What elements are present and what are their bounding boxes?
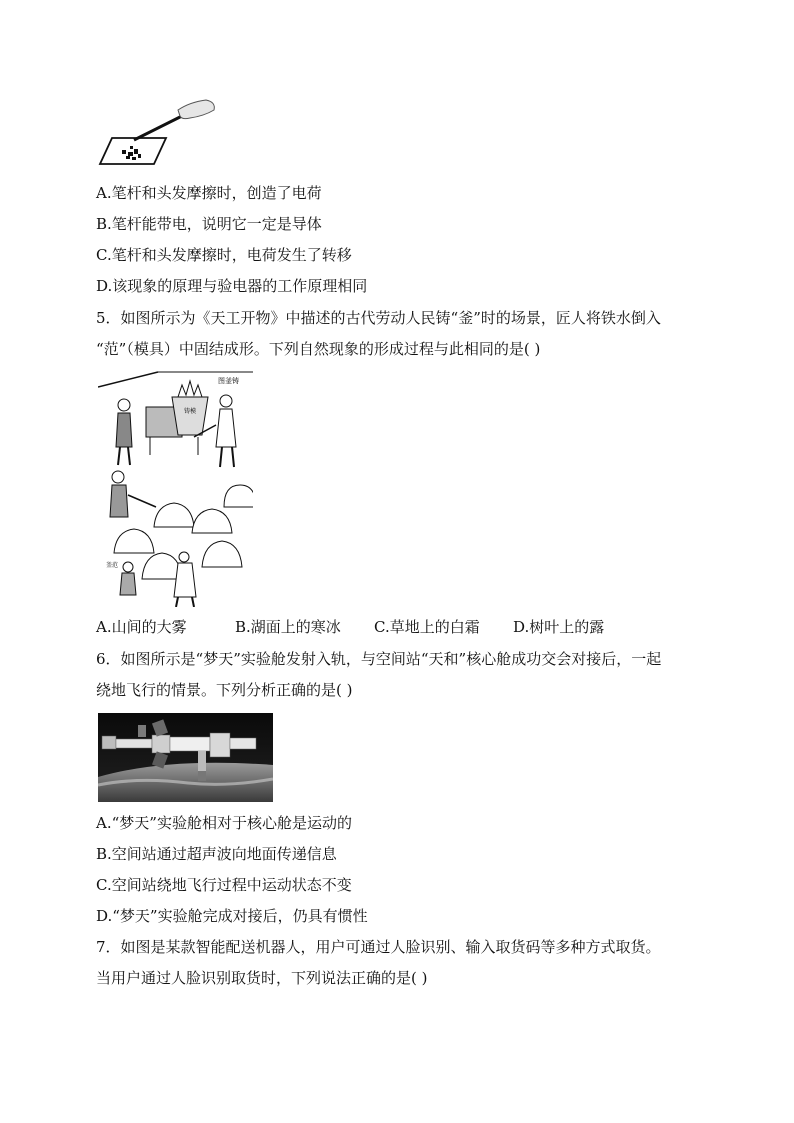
casting-figure [98,367,253,607]
q7-stem-line2: 当用户通过人脸识别取货时，下列说法正确的是( ) [96,969,428,987]
q5-stem-line2: “范”（模具）中固结成形。下列自然现象的形成过程与此相同的是( ) [96,340,541,358]
pen-paper-figure [98,96,218,168]
q4-option-d: D.该现象的原理与验电器的工作原理相同 [96,277,368,295]
space-station-photo [98,713,273,802]
q5-stem-line1: 5．如图所示为《天工开物》中描述的古代劳动人民铸“釜”时的场景，匠人将铁水倒入 [96,309,661,327]
pen-attracting-paper-illustration [98,96,218,168]
fan-label: 釜范 [106,562,119,569]
q6-option-d: D.“梦天”实验舱完成对接后，仍具有惯性 [96,907,368,925]
q6-stem-line2: 绕地飞行的情景。下列分析正确的是( ) [96,681,353,699]
q5-option-b: B.湖面上的寒冰 [235,618,341,636]
mold-label: 铸模 [184,408,197,415]
q6-option-a: A.“梦天”实验舱相对于核心舱是运动的 [96,814,352,832]
q5-option-a: A.山间的大雾 [96,618,187,636]
q5-option-c: C.草地上的白霜 [374,618,480,636]
space-station-illustration [98,713,273,802]
q5-options [96,617,604,637]
q4-option-a: A.笔杆和头发摩擦时，创造了电荷 [96,184,322,202]
q4-option-c: C.笔杆和头发摩擦时，电荷发生了转移 [96,246,352,264]
q4-option-b: B.笔杆能带电，说明它一定是导体 [96,215,322,233]
q5-option-d: D.树叶上的露 [513,618,605,636]
q6-stem-line1: 6．如图所示是“梦天”实验舱发射入轨，与空间站“天和”核心舱成功交会对接后，一起 [96,650,662,668]
q6-option-c: C.空间站绕地飞行过程中运动状态不变 [96,876,352,894]
casting-title-label: 图釜铸 [218,377,239,385]
ancient-casting-illustration [98,367,253,607]
q6-option-b: B.空间站通过超声波向地面传递信息 [96,845,337,863]
q7-stem-line1: 7．如图是某款智能配送机器人，用户可通过人脸识别、输入取货码等多种方式取货。 [96,938,661,956]
